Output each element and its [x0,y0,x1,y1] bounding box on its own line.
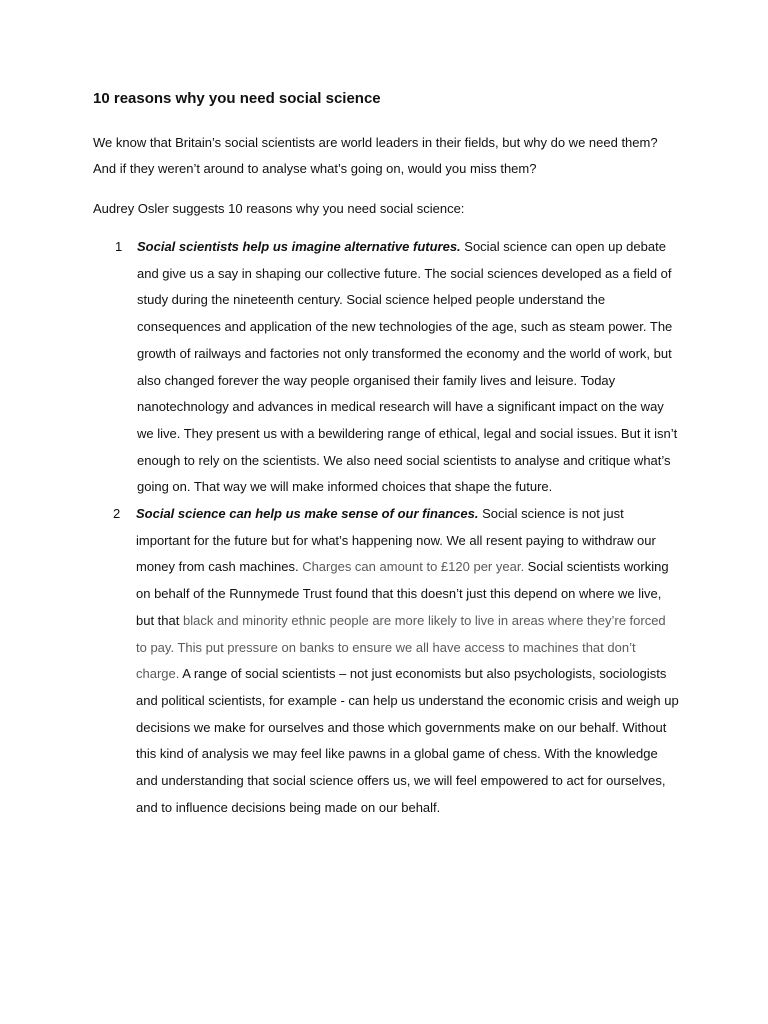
reason-highlight: Charges can amount to £120 per year. [302,559,525,575]
intro-paragraph: We know that Britain’s social scientists are world leaders in their fields, but why do we need them? And if they weren’t around to analyse what’s going on, would you miss them? [93,135,658,176]
reason-heading: Social science can help us make sense of our finances. [136,506,479,522]
reason-body: A range of social scientists – not just economists but also psychologists, sociologists and political scientists, for example - can help us understand the economic crisis and weigh up decisions we make for ourselves and those which governments make on our behalf. Without this kind of analysis we may feel like pawns in a global game of chess. With the knowledge and understanding that social science offers us, we will feel empowered to act for ourselves, and to influence decisions being made on our behalf. [136,666,679,815]
reason-item-1 [93,234,680,501]
reason-number: 1 [115,239,123,254]
document-title: 10 reasons why you need social science [93,90,381,107]
lead-paragraph: Audrey Osler suggests 10 reasons why you need social science: [93,201,465,216]
reason-body: Social scientists working on behalf of the Runnymede Trust found that this doesn’t just this depend on where we live, but that [136,559,669,628]
reasons-list [93,234,680,821]
reason-body: Social science can open up debate and give us a say in shaping our collective future. The social sciences developed as a field of study during the nineteenth century. Social science helped people understand the consequences and application of the new technologies of the age, such as steam power. The growth of railways and factories not only transformed the economy and the world of work, but also changed forever the way people organised their family lives and leisure. Today nanotechnology and advances in medical research will have a significant impact on the way we live. They present us with a bewildering range of ethical, legal and social issues. But it isn’t enough to rely on the scientists. We also need social scientists to analyse and critique what’s going on. That way we will make informed choices that shape the future. [137,239,678,495]
reason-item-2 [93,501,680,821]
reason-number: 2 [113,506,121,522]
reason-heading: Social scientists help us imagine alternative futures. [137,239,461,254]
reason-body: Social science is not just important for the future but for what’s happening now. We all resent paying to withdraw our money from cash machines. [136,506,656,575]
reason-highlight: black and minority ethnic people are more likely to live in areas where they’re forced to pay. This put pressure on banks to ensure we all have access to machines that don’t charge. [136,612,666,682]
